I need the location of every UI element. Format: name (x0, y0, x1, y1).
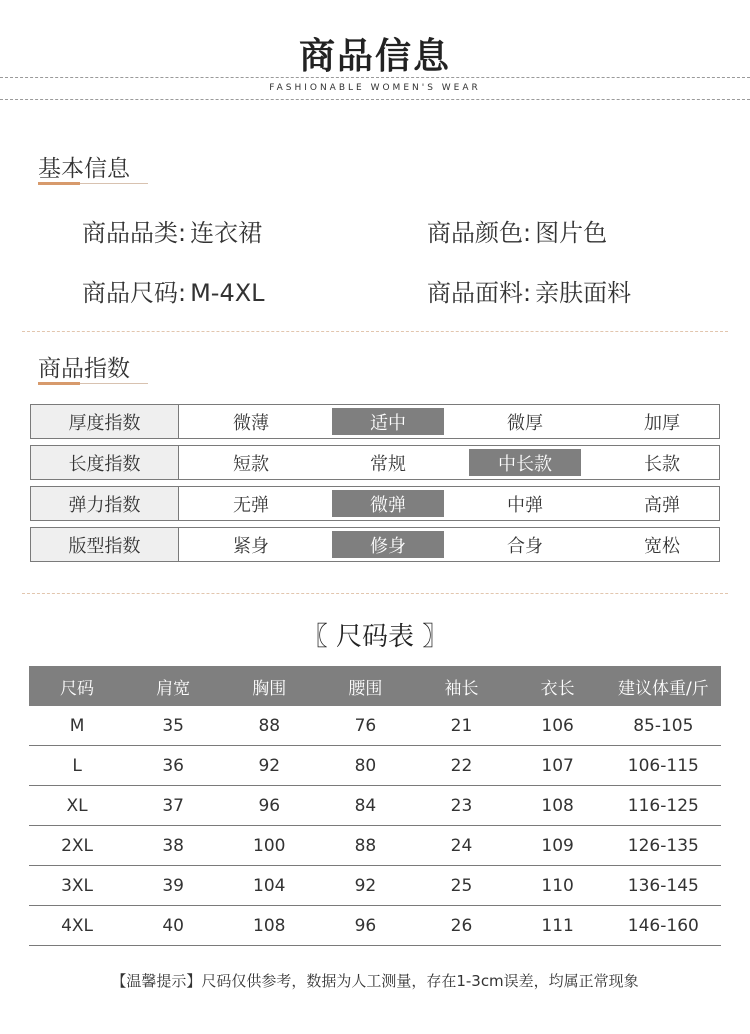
index-option: 合身 (507, 535, 543, 557)
index-row-label: 弹力指数 (31, 487, 179, 520)
index-option: 无弹 (233, 494, 269, 516)
info-value: M-4XL (190, 279, 265, 307)
table-cell: 76 (354, 715, 377, 736)
table-cell: 25 (450, 875, 473, 896)
page-title: 商品信息 (298, 35, 451, 77)
index-option: 加厚 (644, 412, 680, 434)
info-sep: : (178, 279, 187, 307)
index-option-selected: 适中 (332, 408, 444, 435)
index-options (179, 487, 719, 520)
header-cell: 袖长 (444, 678, 479, 699)
index-heading: 商品指数 (38, 356, 130, 382)
table-cell: 23 (450, 795, 473, 816)
size-table-title: 〖 尺码表 〗 (301, 622, 449, 652)
info-sep: : (523, 219, 532, 247)
table-cell: 88 (258, 715, 281, 736)
header-cell: 尺码 (60, 678, 95, 699)
index-options (179, 528, 719, 561)
table-cell: 36 (162, 755, 184, 776)
header-cell: 衣长 (540, 678, 575, 699)
table-cell: 100 (253, 835, 286, 856)
table-cell: 116-125 (627, 795, 699, 816)
info-sep: : (523, 279, 532, 307)
header-cell: 建议体重/斤 (617, 678, 709, 699)
table-cell: 136-145 (627, 875, 699, 896)
info-sep: : (178, 219, 187, 247)
page-subtitle: FASHIONABLE WOMEN'S WEAR (0, 83, 750, 93)
info-item-size (82, 273, 265, 308)
info-label: 商品面料 (427, 279, 523, 307)
table-cell: L (72, 755, 82, 776)
table-cell: 106 (541, 715, 574, 736)
basic-info-heading: 基本信息 (38, 156, 130, 182)
table-cell: 88 (354, 835, 377, 856)
table-cell: 40 (162, 915, 184, 936)
index-option-selected: 中长款 (469, 449, 581, 476)
basic-info-accent (38, 182, 80, 185)
table-cell: 80 (354, 755, 377, 776)
index-options (179, 405, 719, 438)
info-label: 商品尺码 (82, 279, 178, 307)
info-label: 商品品类 (82, 219, 178, 247)
table-cell: 107 (541, 755, 574, 776)
table-cell: 21 (450, 715, 473, 736)
table-cell: 96 (258, 795, 281, 816)
index-accent (38, 382, 80, 385)
table-cell: 3XL (61, 875, 94, 896)
section-divider (22, 331, 728, 332)
header-cell: 肩宽 (156, 678, 191, 699)
table-cell: XL (66, 795, 88, 816)
index-option: 高弹 (644, 494, 680, 516)
index-option: 长款 (644, 453, 680, 475)
table-cell: 39 (162, 875, 184, 896)
index-row (30, 404, 720, 439)
index-row (30, 527, 720, 562)
table-cell: 104 (253, 875, 286, 896)
info-label: 商品颜色 (427, 219, 523, 247)
index-option: 微薄 (233, 412, 269, 434)
header-cell: 胸围 (252, 678, 287, 699)
table-cell: 108 (253, 915, 286, 936)
index-option: 常规 (370, 453, 406, 475)
index-row-label: 厚度指数 (31, 405, 179, 438)
index-option: 短款 (233, 453, 269, 475)
size-note: 【温馨提示】尺码仅供参考，数据为人工测量，存在1-3cm误差，均属正常现象 (111, 972, 639, 990)
index-row (30, 445, 720, 480)
table-cell: 111 (541, 915, 574, 936)
table-cell: 126-135 (627, 835, 699, 856)
table-cell: 84 (354, 795, 377, 816)
section-divider (22, 593, 728, 594)
index-option-selected: 修身 (332, 531, 444, 558)
table-cell: 146-160 (627, 915, 699, 936)
table-cell: 37 (162, 795, 184, 816)
table-cell: 92 (354, 875, 377, 896)
index-option: 紧身 (233, 535, 269, 557)
table-row (29, 746, 721, 786)
table-cell: M (69, 715, 85, 736)
table-cell: 4XL (61, 915, 94, 936)
table-row (29, 706, 721, 746)
info-value: 连衣裙 (190, 219, 263, 247)
info-item-category (82, 213, 262, 248)
table-cell: 24 (450, 835, 473, 856)
index-options (179, 446, 719, 479)
info-item-fabric (427, 273, 631, 308)
index-row-label: 版型指数 (31, 528, 179, 561)
table-cell: 2XL (61, 835, 94, 856)
index-option: 宽松 (644, 535, 680, 557)
table-cell: 110 (541, 875, 574, 896)
info-value: 图片色 (535, 219, 608, 247)
table-cell: 106-115 (627, 755, 699, 776)
index-option: 中弹 (507, 494, 543, 516)
table-cell: 38 (162, 835, 184, 856)
size-table-header (29, 666, 721, 706)
table-row (29, 826, 721, 866)
header-divider-bottom (0, 99, 750, 100)
table-cell: 35 (162, 715, 184, 736)
table-cell: 109 (541, 835, 574, 856)
table-row (29, 866, 721, 906)
table-cell: 85-105 (633, 715, 694, 736)
info-value: 亲肤面料 (535, 279, 632, 307)
index-row-label: 长度指数 (31, 446, 179, 479)
index-option-selected: 微弹 (332, 490, 444, 517)
index-row (30, 486, 720, 521)
index-option: 微厚 (507, 412, 543, 434)
table-cell: 96 (354, 915, 377, 936)
info-item-color (427, 213, 607, 248)
table-cell: 26 (450, 915, 473, 936)
table-cell: 92 (258, 755, 281, 776)
table-cell: 108 (541, 795, 574, 816)
table-row (29, 786, 721, 826)
table-cell: 22 (450, 755, 473, 776)
header-cell: 腰围 (348, 678, 383, 699)
table-row (29, 906, 721, 946)
header-divider-top (0, 77, 750, 78)
